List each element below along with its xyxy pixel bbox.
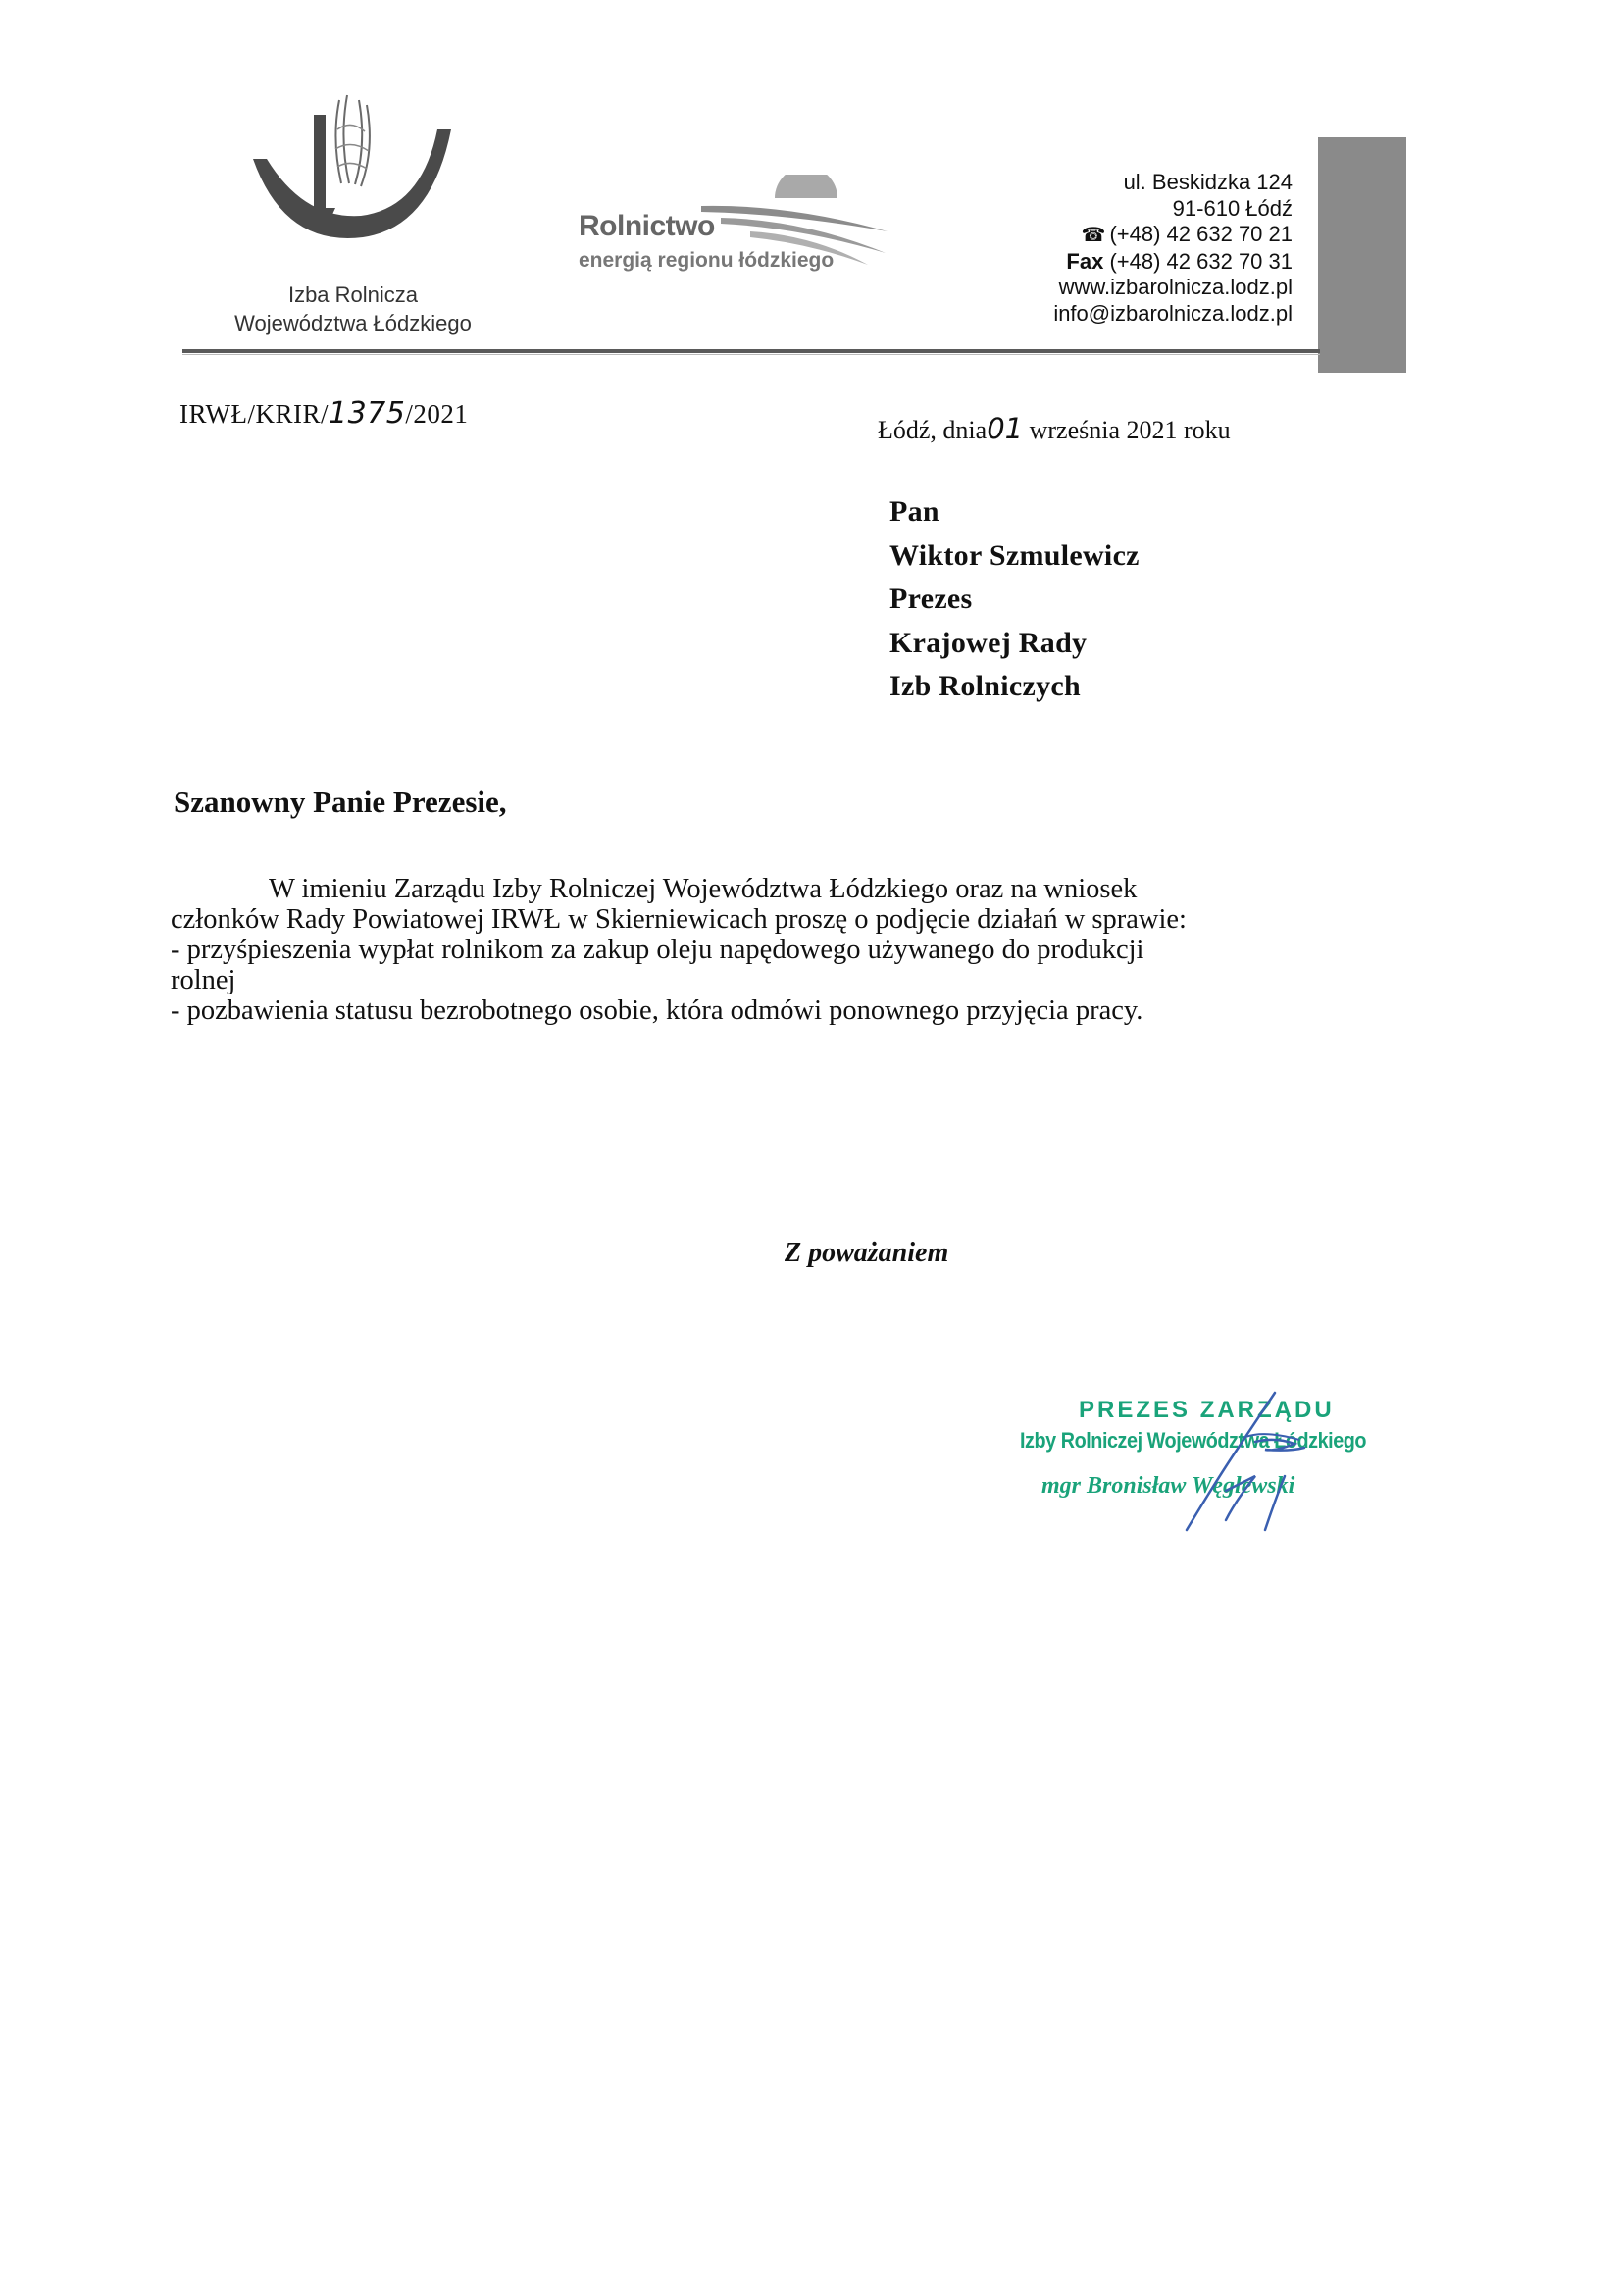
addressee-block xyxy=(889,490,1140,709)
letterhead-grey-bar xyxy=(1318,137,1406,373)
stamp-title: PREZES ZARZĄDU xyxy=(1079,1397,1335,1423)
phone-icon: ☎ xyxy=(1081,225,1106,246)
handwritten-signature xyxy=(1128,1383,1383,1550)
salutation: Szanowny Panie Prezesie, xyxy=(174,785,507,819)
campaign-title: Rolnictwo xyxy=(579,210,715,242)
stamp-name: mgr Bronisław Węglewski xyxy=(1041,1473,1295,1499)
fax-number: (+48) 42 632 70 31 xyxy=(1109,248,1293,274)
closing: Z poważaniem xyxy=(785,1238,949,1268)
addressee-line1: Pan xyxy=(889,495,939,528)
contact-block xyxy=(1053,170,1293,327)
date-suffix: września 2021 roku xyxy=(1029,416,1231,444)
fax-line xyxy=(1053,249,1293,276)
izba-name xyxy=(196,280,510,337)
izba-logo-icon xyxy=(245,90,461,277)
fax-label: Fax xyxy=(1066,248,1104,274)
letter-body xyxy=(171,874,1406,1026)
phone-number: (+48) 42 632 70 21 xyxy=(1109,222,1293,246)
reference-suffix: /2021 xyxy=(405,399,469,429)
date-handwritten-day: 01 xyxy=(987,412,1024,445)
izba-name-line2: Województwa Łódzkiego xyxy=(234,311,472,335)
body-line5: - pozbawienia statusu bezrobotnego osobie, która odmówi ponownego przyjęcia pracy. xyxy=(171,995,1143,1026)
letterhead-rule-thin xyxy=(182,354,1320,355)
website-link[interactable]: www.izbarolnicza.lodz.pl xyxy=(1058,275,1293,299)
stamp-organization: Izby Rolniczej Województwa Łódzkiego xyxy=(1020,1428,1367,1453)
body-line4: rolnej xyxy=(171,965,236,995)
body-line1: W imieniu Zarządu Izby Rolniczej Województwa Łódzkiego oraz na wniosek xyxy=(269,874,1138,904)
addressee-line4: Krajowej Rady xyxy=(889,626,1088,659)
addressee-line5: Izb Rolniczych xyxy=(889,670,1082,702)
campaign-subtitle: energią regionu łódzkiego xyxy=(579,249,835,272)
izba-name-line1: Izba Rolnicza xyxy=(287,282,419,307)
email-link[interactable]: info@izbarolnicza.lodz.pl xyxy=(1053,300,1293,326)
letter-date xyxy=(878,412,1231,445)
letterhead-rule xyxy=(182,349,1320,353)
address-line1: ul. Beskidzka 124 xyxy=(1123,170,1293,194)
reference-prefix: IRWŁ/KRIR/ xyxy=(179,399,329,429)
body-line2: członków Rady Powiatowej IRWŁ w Skierniewicach proszę o podjęcie działań w sprawie: xyxy=(171,904,1187,935)
address-line2: 91-610 Łódź xyxy=(1172,195,1293,221)
reference-number xyxy=(179,396,468,431)
date-prefix: Łódź, dnia xyxy=(878,416,988,444)
phone-line xyxy=(1053,222,1293,249)
body-line3: - przyśpieszenia wypłat rolnikom za zakup oleju napędowego używanego do produkcji xyxy=(171,935,1144,965)
addressee-line3: Prezes xyxy=(889,583,973,615)
addressee-line2: Wiktor Szmulewicz xyxy=(889,538,1140,572)
reference-handwritten-number: 1375 xyxy=(329,396,406,431)
